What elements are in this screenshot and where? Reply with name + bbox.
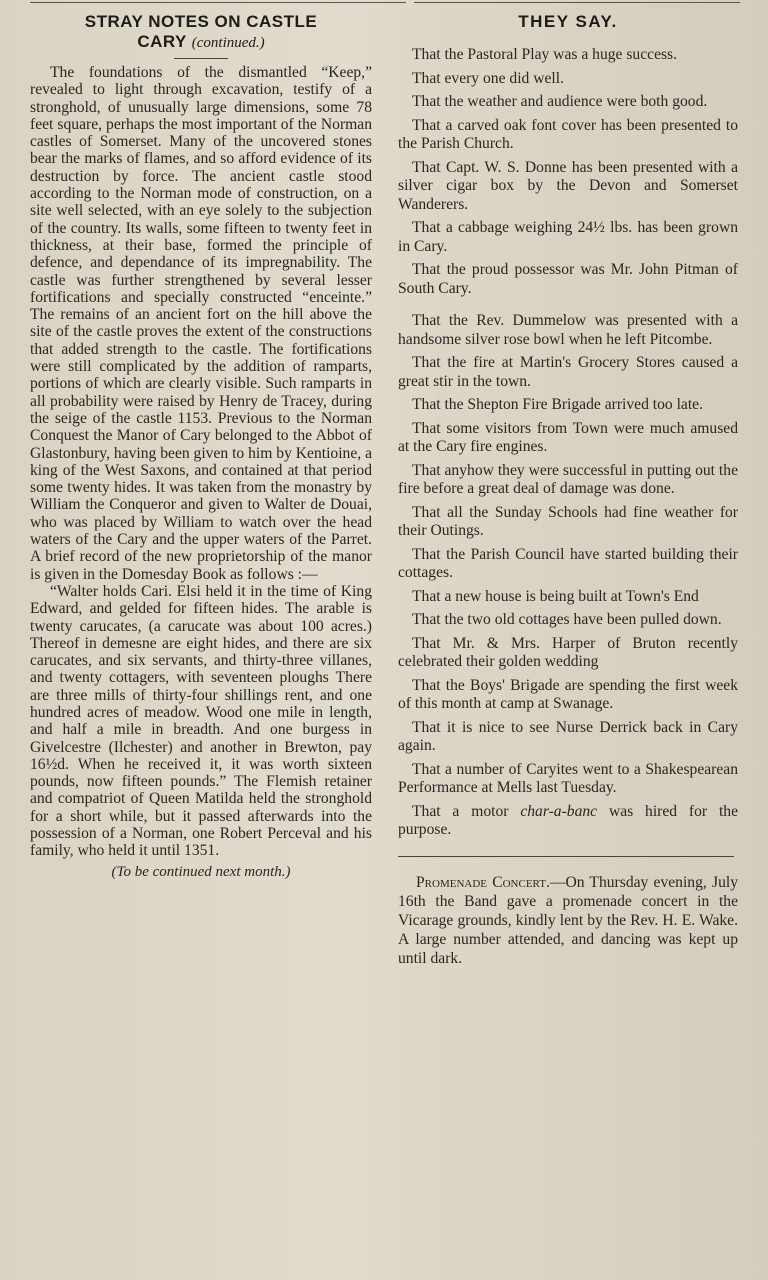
- section-divider: [398, 856, 734, 857]
- promenade-heading: Promenade Concert.: [416, 873, 550, 891]
- they-say-item: That the fire at Martin's Grocery Stores caused a great stir in the town.: [398, 354, 738, 390]
- last-item-suffix: was hired for the purpose.: [398, 802, 739, 838]
- last-item-italic: char-a-banc: [520, 802, 598, 820]
- article-title: [30, 12, 372, 53]
- they-say-item: That every one did well.: [412, 69, 564, 87]
- they-say-item: That it is nice to see Nurse Derrick back in Cary again.: [398, 718, 738, 754]
- article-stray-notes: [30, 12, 372, 881]
- they-say-item: That some visitors from Town were much amused at the Cary fire engines.: [398, 419, 738, 455]
- they-say-item: That the Rev. Dummelow was presented with a handsome silver rose bowl when he left Pitcombe.: [398, 312, 738, 348]
- they-say-item: That anyhow they were successful in putting out the fire before a great deal of damage was done.: [398, 461, 738, 497]
- to-be-continued-note: (To be continued next month.): [111, 863, 291, 880]
- title-divider: [174, 58, 228, 59]
- they-say-item: That the Shepton Fire Brigade arrived too late.: [412, 396, 703, 413]
- they-say-item: That the Parish Council have started building their cottages.: [398, 545, 738, 581]
- they-say-item-last: [398, 803, 738, 840]
- top-rule-right: [414, 2, 740, 3]
- they-say-title: THEY SAY.: [518, 12, 618, 31]
- they-say-item: That a cabbage weighing 24½ lbs. has been grown in Cary.: [398, 219, 738, 255]
- they-say-item: That a new house is being built at Town's End: [412, 587, 699, 605]
- they-say-item: That the two old cottages have been pulled down.: [412, 611, 722, 628]
- they-say-item: That all the Sunday Schools had fine weather for their Outings.: [398, 503, 738, 539]
- they-say-list: [398, 46, 738, 840]
- top-rule-left: [30, 2, 406, 3]
- they-say-item: That the weather and audience were both good.: [412, 93, 708, 110]
- article-title-line2: CARY: [137, 32, 187, 51]
- they-say-item: That a carved oak font cover has been presented to the Parish Church.: [398, 116, 738, 152]
- promenade-concert-paragraph: [398, 873, 738, 968]
- article-they-say: [398, 12, 738, 968]
- continued-note: (continued.): [191, 35, 265, 51]
- promenade-text: —On Thursday evening, July 16th the Band gave a promenade concert in the Vicarage grounds, kindly lent by the Rev. H. E. Wake. A large number attended, and dancing was kept up until dark.: [398, 873, 739, 967]
- they-say-item: That the proud possessor was Mr. John Pitman of South Cary.: [398, 261, 738, 297]
- they-say-item: That the Pastoral Play was a huge success.: [412, 46, 678, 63]
- they-say-item: That the Boys' Brigade are spending the first week of this month at camp at Swanage.: [398, 676, 738, 712]
- they-say-item: That Mr. & Mrs. Harper of Bruton recently celebrated their golden wedding: [398, 634, 738, 670]
- they-say-item: That a number of Caryites went to a Shakespearean Performance at Mells last Tuesday.: [398, 760, 738, 796]
- they-say-item: That Capt. W. S. Donne has been presented with a silver cigar box by the Devon and Somerset Wanderers.: [398, 158, 738, 213]
- article-title-line1: STRAY NOTES ON CASTLE: [84, 12, 318, 31]
- article-paragraph-1: The foundations of the dismantled “Keep,” revealed to light through excavation, testify of a stronghold, of unusually large dimensions, some 78 feet square, perhaps the most important of the Norman castles of Somerset. Many of the uncovered stones bear the marks of flames, and so afford evidence of its destruction by force. The ancient castle stood according to the Norman mode of construction, on a site well selected, with an eye solely to the subjection of the country. Its walls, some fifteen to twenty feet in thickness, at their base, formed the principle of defence, and dependance of its impregnability. The castle was further strengthened by several lesser fortifications and specially constructed “enceinte.” The remains of an ancient fort on the hill above the site of the castle proves the extent of the constructions that added strength to the castle. The fortifications were still complicated by the addition of ramparts, portions of which are clearly visible. Such ramparts in all probability were raised by Henry de Tracey, during the seige of the castle 1153. Previous to the Norman Conquest the Manor of Cary belonged to the Abbot of Glastonbury, having been given to him by Kentioine, a king of the West Saxons, and contained at that period some twenty hides. It was taken from the monastry by William the Conqueror and given to Walter de Douai, who was placed by William to watch over the head waters of the Cary and the upper waters of the Parret. A brief record of the new proprietorship of the manor is given in the Domesday Book as follows :—: [30, 64, 372, 583]
- article-paragraph-domesday-quote: “Walter holds Cari. Elsi held it in the time of King Edward, and gelded for fifteen hides. The arable is twenty carucates, (a carucate was about 100 acres.) Thereof in demesne are eight hides, and there are six carucates, and six servants, and thirty-three villanes, and twenty cottagers, with seventeen ploughs There are three mills of thirty-four shillings rent, and one hundred acres of meadow. Wood one mile in length, and half a mile in breadth. And one burgess in Givelcestre (Ilchester) and another in Brewton, pay 16½d. When he received it, it was worth sixteen pounds, now fifteen pounds.” The Flemish retainer and compatriot of Queen Matilda held the stronghold for a short while, but it passed afterwards into the possession of a Norman, one Robert Perceval and his family, who held it until 1351.: [30, 582, 372, 860]
- last-item-prefix: That a motor: [412, 802, 509, 820]
